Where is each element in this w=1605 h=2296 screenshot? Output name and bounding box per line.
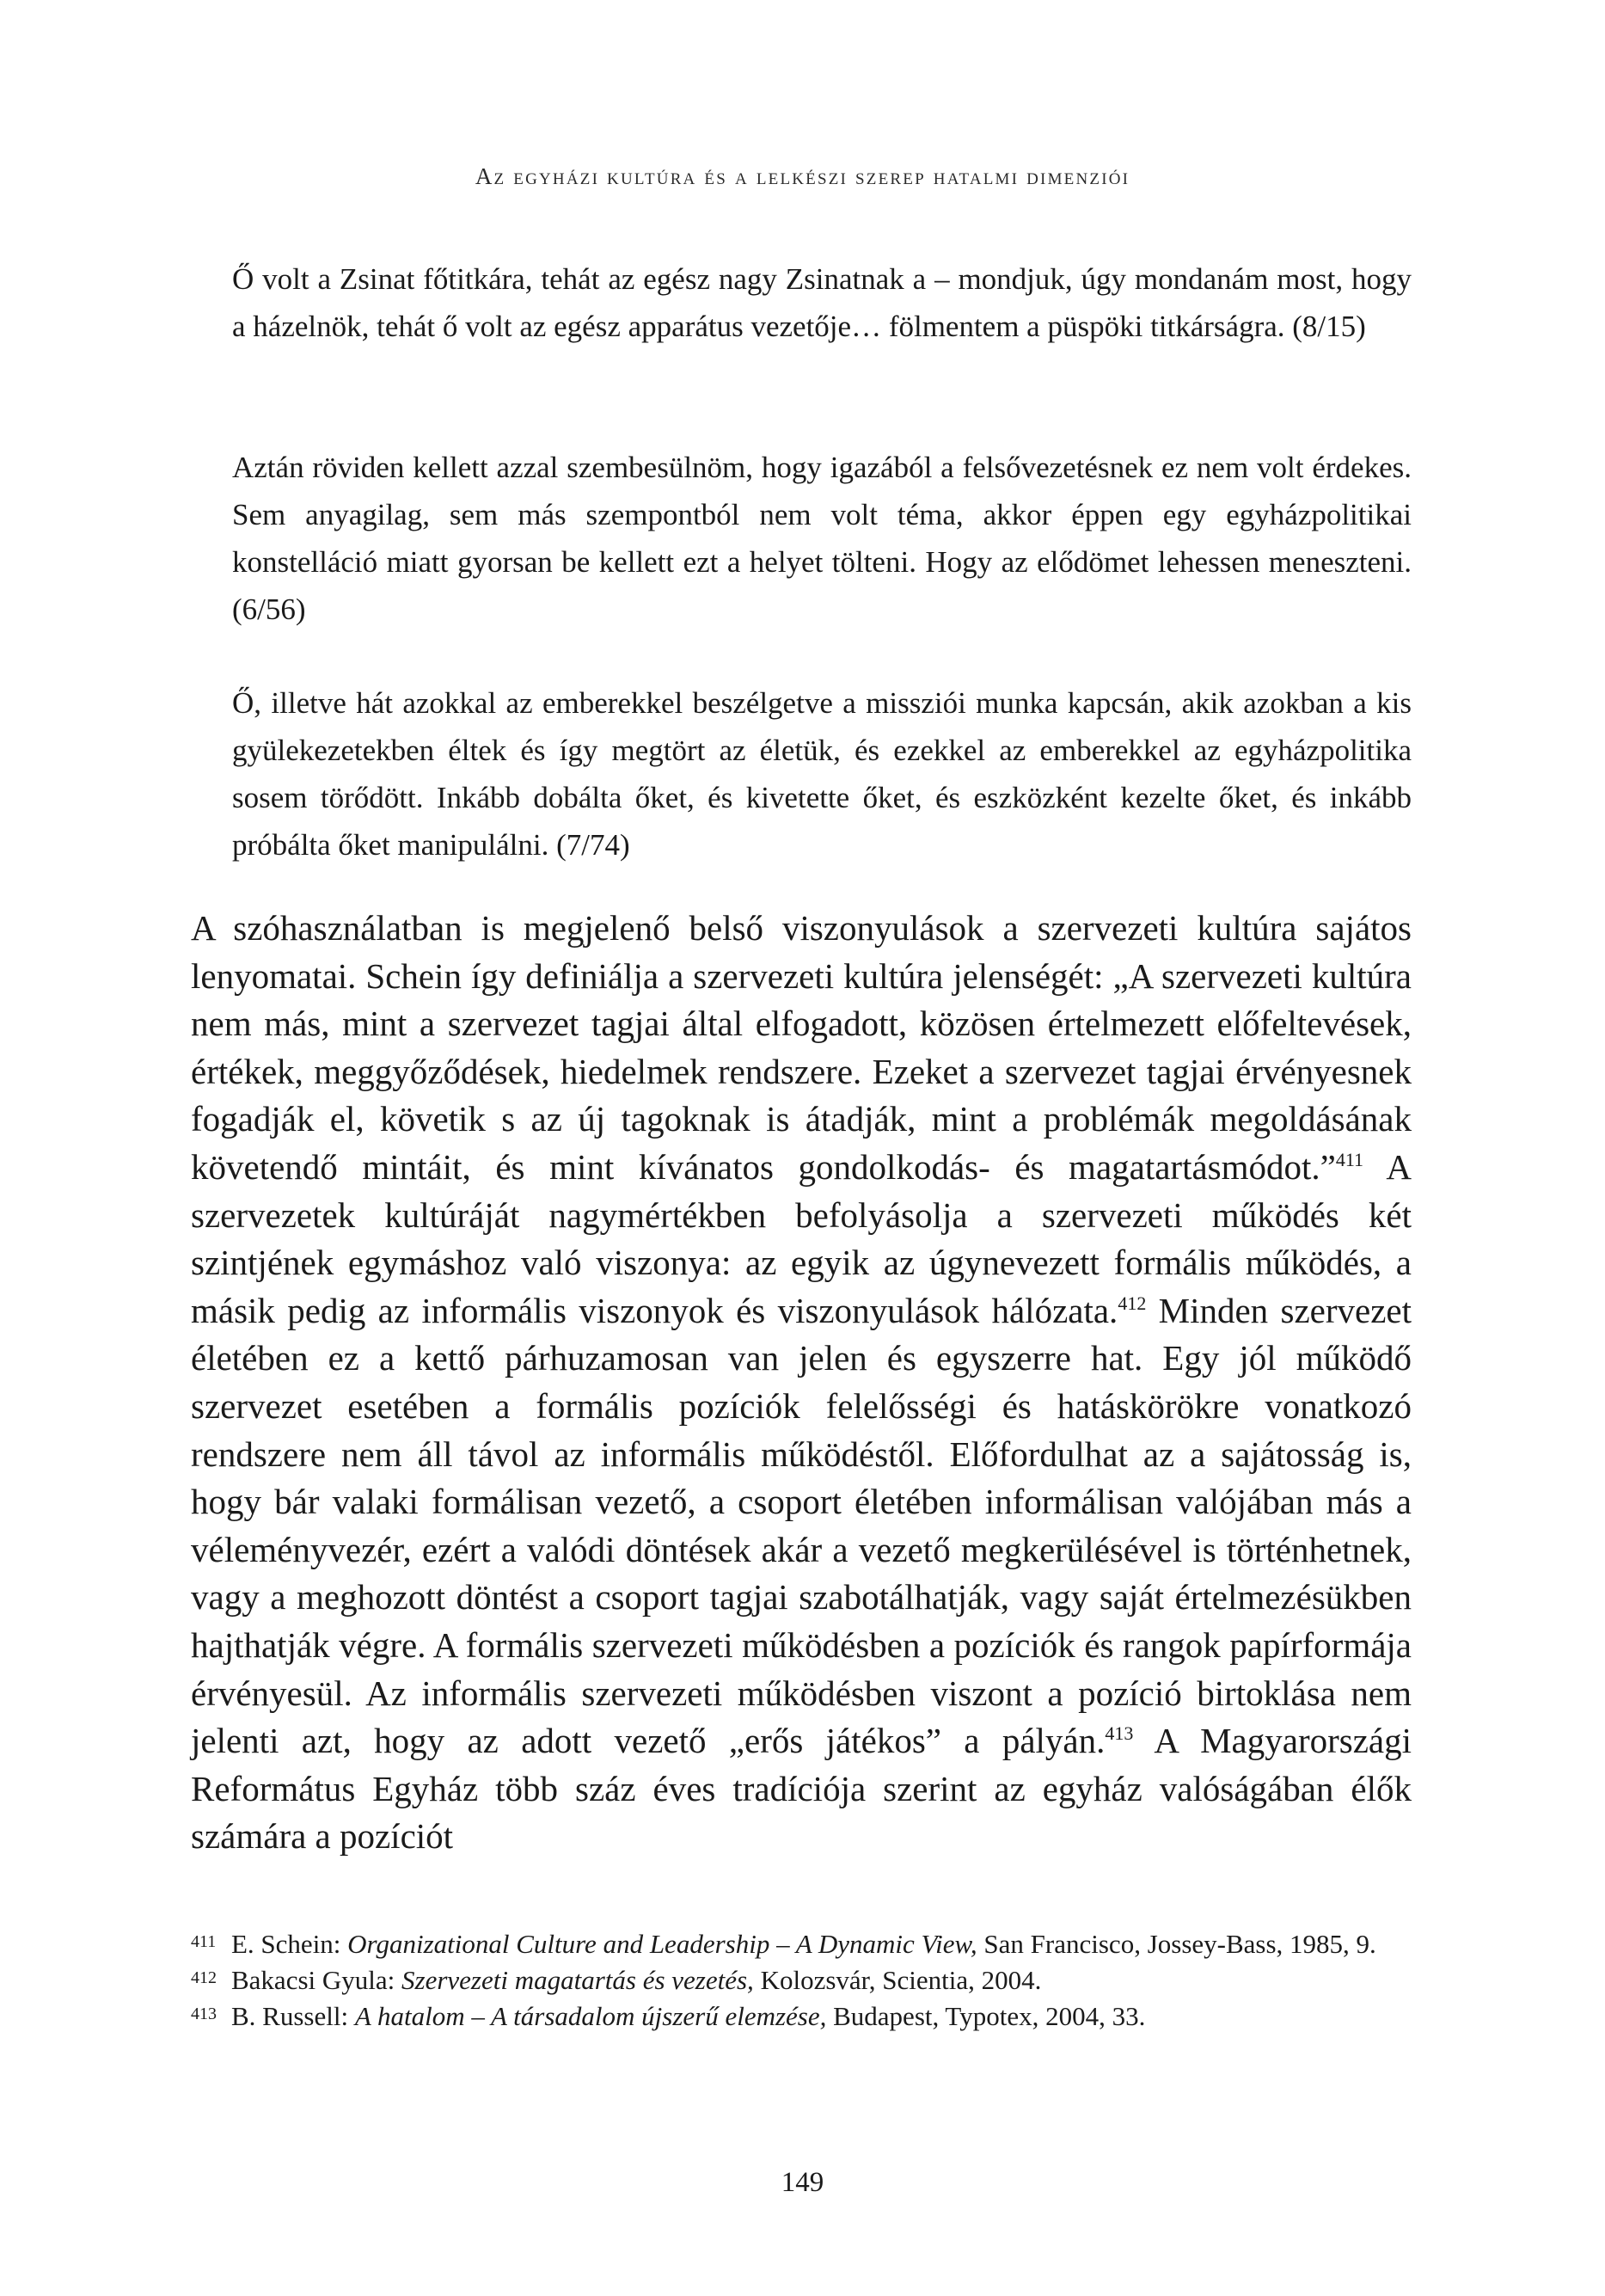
footnote-publication: Budapest, Typotex, 2004, 33. <box>826 2001 1146 2031</box>
footnote-title: Szervezeti magatartás és vezetés, <box>401 1965 754 1995</box>
body-text-segment: A szervezetek kultúráját nagymértékben befolyásolja a szervezeti működés két szintjének egymáshoz való viszonya: az egyik az úgynevezett formális működés, a másik pedig az informális viszonyok és viszonyulások hálózata. <box>191 1146 1412 1330</box>
block-quote: Aztán röviden kellett azzal szembesülnöm, hogy igazából a felsővezetésnek ez nem volt érdekes. Sem anyagilag, sem más szempontból nem volt téma, akkor éppen egy egyházpolitikai konstelláció miatt gyorsan be kellett ezt a helyet tölteni. Hogy az elődömet lehessen meneszteni. (6/56) <box>232 451 1412 626</box>
footnote-number: 411 <box>191 1932 217 1951</box>
footnotes <box>191 1926 1412 2035</box>
footnote-reference: 413 <box>1105 1722 1134 1745</box>
footnote-author: B. Russell: <box>231 2001 355 2031</box>
footnote <box>191 1926 1412 1962</box>
body-text-segment: Minden szervezet életében ez a kettő párhuzamosan van jelen és egyszerre hat. Egy jól működő szervezet esetében a formális pozíciók felelősségi és hatáskörökre vonatkozó rendszere nem áll távol az informális működéstől. Előfordulhat az a sajátosság is, hogy bár valaki formálisan vezető, a csoport életében informálisan valójában más a véleményvezér, ezért a valódi döntések akár a vezető megkerülésével is történhetnek, vagy a meghozott döntést a csoport tagjai szabotálhatják, vagy saját értelmezésükben hajthatják végre. A formális szervezeti működésben a pozíciók és rangok papírformája érvényesül. Az informális szervezeti működésben viszont a pozíció birtoklása nem jelenti azt, hogy az adott vezető „erős játékos” a pályán. <box>191 1290 1412 1761</box>
footnote <box>191 1962 1412 1998</box>
page-number: 149 <box>781 2167 824 2198</box>
footnote-number: 413 <box>191 2004 217 2023</box>
footnote-publication: Kolozsvár, Scientia, 2004. <box>753 1965 1042 1995</box>
footnote-reference: 412 <box>1118 1292 1147 1314</box>
footnote-author: E. Schein: <box>231 1929 348 1959</box>
footnote-author: Bakacsi Gyula: <box>231 1965 402 1995</box>
body-text-segment: A szóhasználatban is megjelenő belső viszonyulások a szervezeti kultúra sajátos lenyomatai. Schein így definiálja a szervezeti kultúra jelenségét: „A szervezeti kultúra nem más, mint a szervezet tagjai által elfogadott, közösen értelmezett előfeltevések, értékek, meggyőződések, hiedelmek rendszere. Ezeket a szervezet tagjai érvényesnek fogadják el, követik s az új tagoknak is átadják, mint a problémák megoldásának követendő mintáit, és mint kívánatos gondolkodás- és magatartásmódot.” <box>191 908 1412 1187</box>
footnote-title: A hatalom – A társadalom újszerű elemzése, <box>354 2001 827 2031</box>
body-paragraph <box>191 905 1412 1861</box>
footnote <box>191 1998 1412 2035</box>
footnote-publication: San Francisco, Jossey-Bass, 1985, 9. <box>977 1929 1376 1959</box>
block-quote: Ő volt a Zsinat főtitkára, tehát az egész nagy Zsinatnak a – mondjuk, úgy mondanám most, hogy a házelnök, tehát ő volt az egész apparátus vezetője… fölmentem a püspöki titkárságra. (8/15) <box>232 262 1412 343</box>
running-head: Az egyházi kultúra és a lelkészi szerep hatalmi dimenziói <box>475 163 1130 189</box>
footnote-reference: 411 <box>1335 1148 1364 1170</box>
footnote-number: 412 <box>191 1968 217 1987</box>
block-quote: Ő, illetve hát azokkal az emberekkel beszélgetve a missziói munka kapcsán, akik azokban a kis gyülekezetekben éltek és így megtört az életük, és ezekkel az emberekkel az egyházpolitika sosem törődött. Inkább dobálta őket, és kivetette őket, és eszközként kezelte őket, és inkább próbálta őket manipulálni. (7/74) <box>232 686 1412 862</box>
footnote-title: Organizational Culture and Leadership – A Dynamic View, <box>347 1929 977 1959</box>
body-text-segment: A Magyarországi Református Egyház több száz éves tradíciója szerint az egyház valóságában élők számára a pozíciót <box>191 1721 1412 1857</box>
